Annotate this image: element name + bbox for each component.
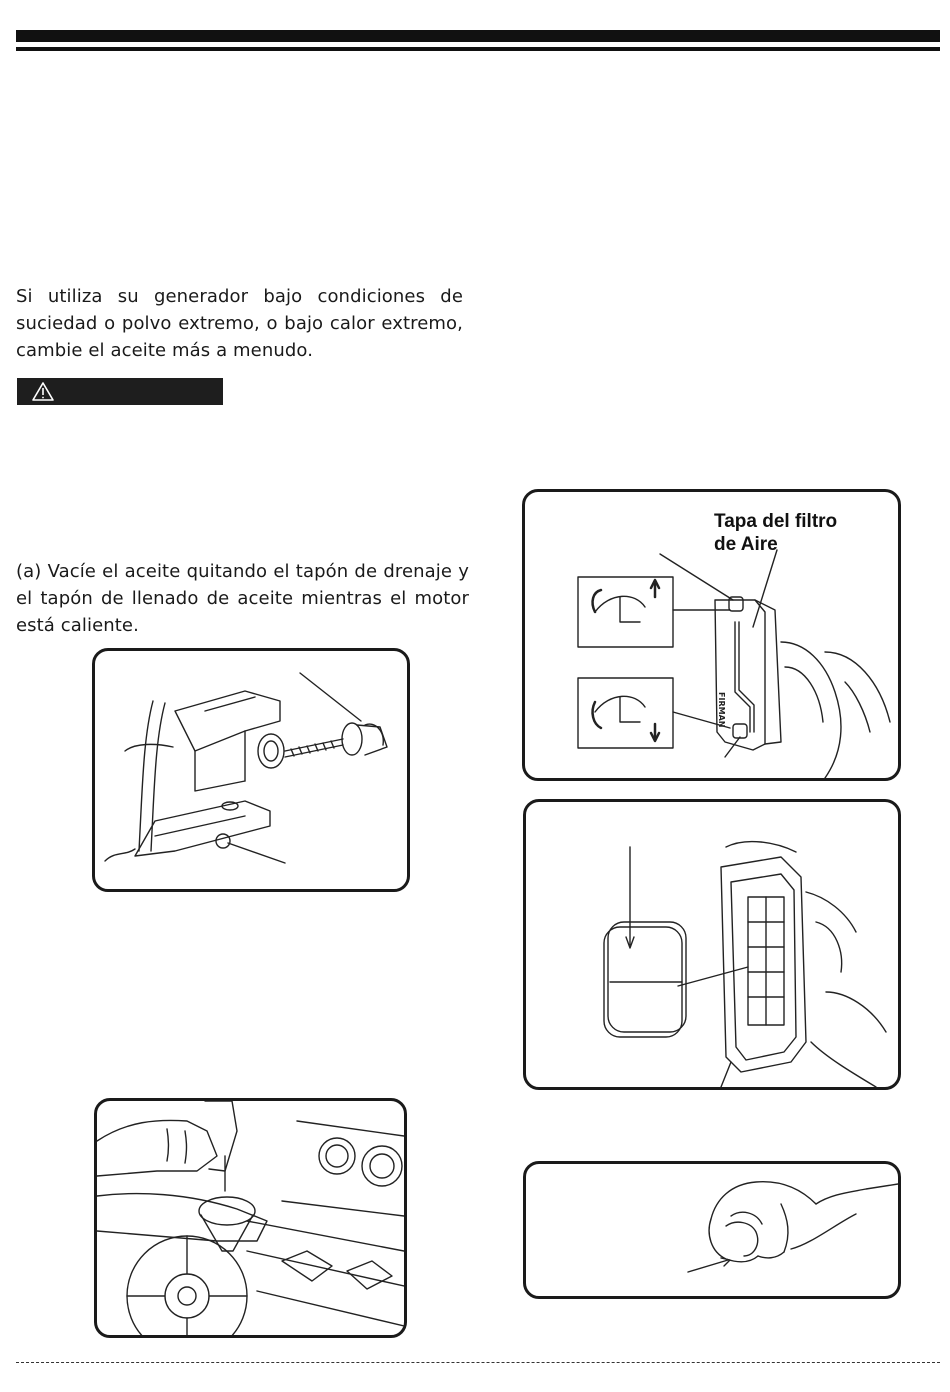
figure-air-filter-element bbox=[523, 799, 901, 1090]
air-filter-cover-label-line2: de Aire bbox=[714, 534, 778, 555]
warning-triangle-icon bbox=[17, 378, 57, 405]
oil-change-note: Si utiliza su generador bajo condiciones de suciedad o polvo extremo, o bajo calor extremo, cambie el aceite más a menudo. bbox=[16, 286, 463, 361]
refill-oil-illustration bbox=[97, 1101, 404, 1335]
figure-refill-oil bbox=[94, 1098, 407, 1338]
figure-squeeze-element bbox=[523, 1161, 901, 1299]
air-filter-cover-label-line1: Tapa del filtro bbox=[714, 511, 838, 532]
drain-plug-illustration bbox=[95, 651, 407, 889]
footer-dashed-rule bbox=[16, 1362, 940, 1363]
air-filter-cover-illustration bbox=[525, 492, 898, 778]
figure-drain-plug bbox=[92, 648, 410, 892]
header-rule-thin bbox=[16, 47, 940, 51]
drain-oil-instruction: (a) Vacíe el aceite quitando el tapón de drenaje y el tapón de llenado de aceite mientras el motor está caliente. bbox=[16, 561, 469, 636]
header-rule-thick bbox=[16, 30, 940, 42]
brand-mark: FIRMAN bbox=[717, 692, 726, 728]
air-filter-element-illustration bbox=[526, 802, 898, 1087]
figure-air-filter-cover bbox=[522, 489, 901, 781]
warning-banner bbox=[17, 378, 223, 405]
squeeze-element-illustration bbox=[526, 1164, 898, 1296]
